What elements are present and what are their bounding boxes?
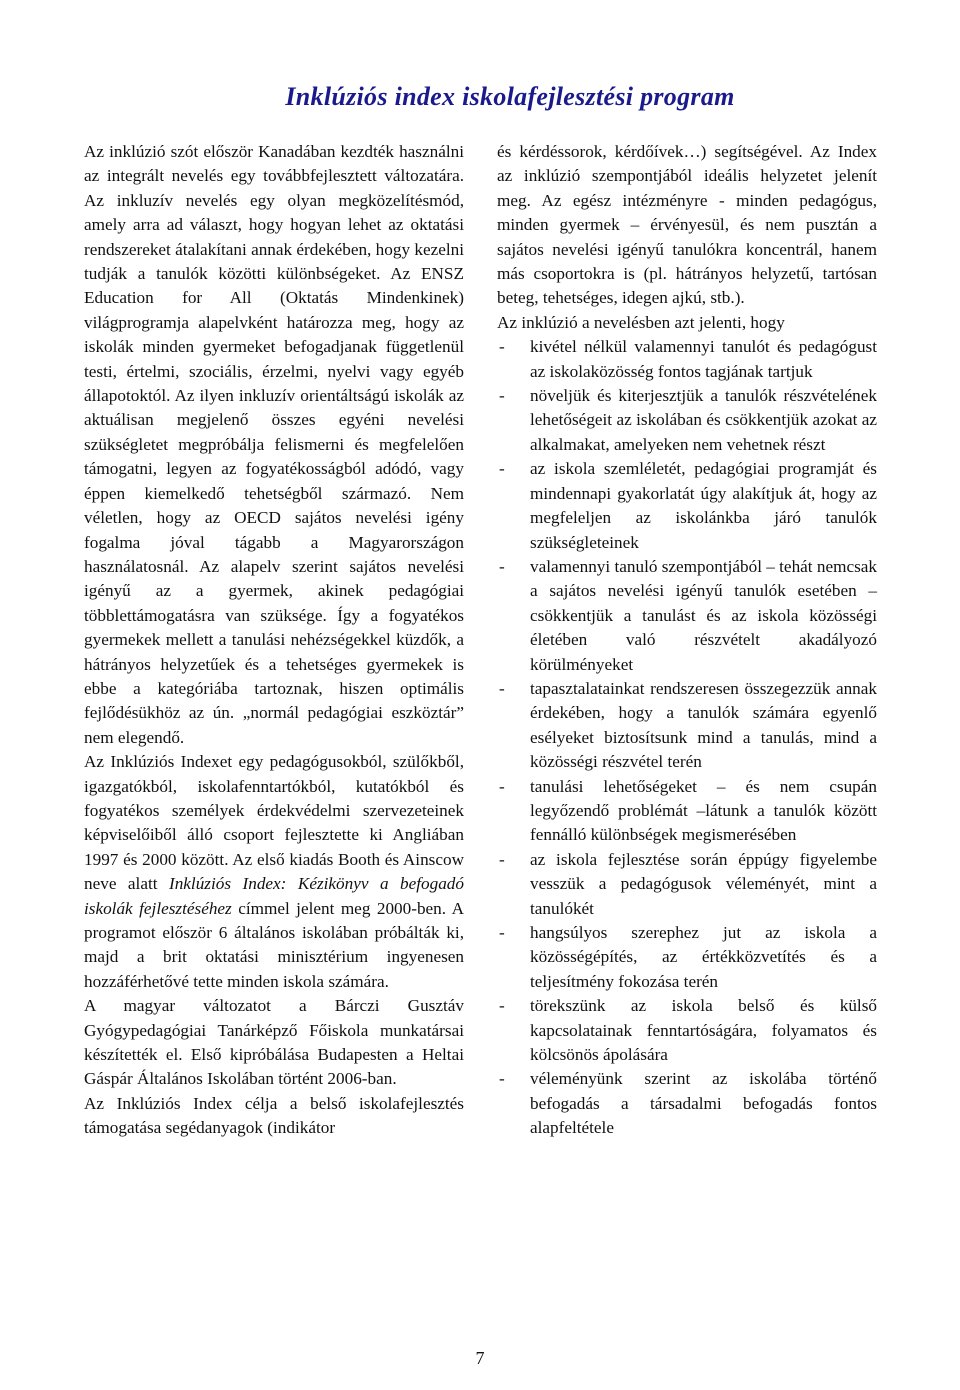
paragraph-index-origin-part2: címmel jelent meg 2000-ben. A programot először 6 általános iskolában próbálták ki, majd a brit oktatási minisztérium ingyenesen hozzáférhetővé tette minden iskola számára. (84, 898, 464, 991)
bullet-dash: - (499, 459, 505, 479)
bullet-dash: - (499, 776, 505, 796)
list-item (497, 335, 877, 384)
bullet-dash: - (499, 337, 505, 357)
list-item-text: véleményünk szerint az iskolába történő befogadás a társadalmi befogadás fontos alapfeltétele (530, 1069, 877, 1138)
paragraph-index-origin (84, 750, 464, 994)
bullet-dash: - (499, 849, 505, 869)
paragraph-index-continued: és kérdéssorok, kérdőívek…) segítségével. Az Index az inklúzió szempontjából ideális helyzetet jelenít meg. Az egész intézményre - minden pedagógus, minden gyermek – érvényesül, és nem pusztán a sajátos nevelési igényű tanulókra koncentrál, hanem más csoportokra is (pl. hátrányos helyzetű, tartósan beteg, tehetséges, idegen ajkú, stb.). (497, 142, 877, 308)
list-item (497, 677, 877, 775)
paragraph-index-goal: Az Inklúziós Index célja a belső iskolafejlesztés támogatása segédanyagok (indikátor (84, 1093, 464, 1138)
list-item (497, 775, 877, 848)
list-item-text: az iskola szemléletét, pedagógiai programját és mindennapi gyakorlatát úgy alakítjuk át, hogy az megfeleljen az iskolánkba járó tanulók szükségleteinek (530, 459, 877, 552)
bullet-dash: - (499, 1069, 505, 1089)
book-title: Inklúziós Index: Kézikönyv a befogadó iskolák fejlesztéséhez (84, 874, 464, 918)
list-item (497, 921, 877, 994)
list-item (497, 848, 877, 921)
list-item-text: az iskola fejlesztése során éppúgy figyelembe vesszük a pedagógusok véleményét, mint a tanulókét (530, 849, 877, 918)
paragraph-index-origin-part1: Az Inklúziós Indexet egy pedagógusokból, szülőkből, igazgatókból, iskolafenntartókból, kutatókból és fogyatékos személyek érdekvédelmi szervezeteinek képviselőiből álló csoport fejlesztette ki Angliában 1997 és 2000 között. Az első kiadás Booth és Ainscow neve alatt (84, 752, 464, 894)
right-column (497, 140, 877, 1141)
paragraph-hungarian-version: A magyar változatot a Bárczi Gusztáv Gyógypedagógiai Tanárképző Főiskola munkatársai készítették el. Első kipróbálása Budapesten a Heltai Gáspár Általános Iskolában történt 2006-ban. (84, 996, 464, 1089)
bullet-dash: - (499, 556, 505, 576)
bullet-dash: - (499, 996, 505, 1016)
left-column (84, 140, 464, 1141)
list-item (497, 994, 877, 1067)
list-item-text: törekszünk az iskola belső és külső kapcsolatainak fenntartóságára, folyamatos és kölcsönös ápolására (530, 996, 877, 1065)
list-item (497, 457, 877, 555)
paragraph-inclusion-intro: Az inklúzió szót először Kanadában kezdték használni az integrált nevelés egy továbbfejlesztett változatára. Az inkluzív nevelés egy olyan megközelítésmód, amely arra ad választ, hogy hogyan lehet az oktatási rendszereket átalakítani annak érdekében, hogy kezelni tudják a tanulók közötti különbségeket. Az ENSZ Education for All (Oktatás Mindenkinek) világprogramja alapelvként határozza meg, hogy az iskolák minden gyermeket befogadjanak függetlenül testi, értelmi, szociális, érzelmi, nyelvi vagy egyéb állapotoktól. Az ilyen inkluzív orientáltságú iskolák az aktuálisan megjelenő összes egyéni nevelési szükségletet megpróbálja felismerni és megfelelően támogatni, legyen az fogyatékosságból adódó, vagy éppen kiemelkedő tehetségből származó. Nem véletlen, hogy az OECD sajátos nevelési igény fogalma jóval tágabb a Magyarországon használatosnál. Az alapelv szerint sajátos nevelési igényű az a gyermek, akinek pedagógiai többlettámogatásra van szüksége. Így a fogyatékos gyermekek mellett a tanulási nehézségekkel küzdők, a hátrányos helyzetűek és a tehetséges gyermekek is ebbe a kategóriába tartoznak, hiszen optimális fejlődésükhöz az ún. „normál pedagógiai eszköztár” nem elegendő. (84, 142, 464, 747)
list-item-text: tapasztalatainkat rendszeresen összegezzük annak érdekében, hogy a tanulók számára egyenlő esélyeket biztosítsunk mind a tanulás, mind a közösségi részvétel terén (530, 678, 877, 772)
list-item-text: kivétel nélkül valamennyi tanulót és pedagógust az iskolaközösség fontos tagjának tartjuk (530, 337, 877, 381)
inclusion-principles-list (497, 335, 877, 1140)
list-item-text: növeljük és kiterjesztjük a tanulók részvételének lehetőségeit az iskolában és csökkentjük azokat az alkalmakat, amelyeken nem vehetnek részt (530, 386, 877, 454)
list-item-text: tanulási lehetőségeket – és nem csupán legyőzendő problémát –látunk a tanulók között fennálló különbségek megismerésében (530, 776, 877, 845)
bullet-dash: - (499, 923, 505, 942)
page-title: Inklúziós index iskolafejlesztési program (285, 82, 735, 111)
bullet-dash: - (499, 386, 505, 406)
page-number: 7 (475, 1348, 485, 1368)
list-item (497, 384, 877, 457)
list-item (497, 555, 877, 677)
list-item-text: hangsúlyos szerephez jut az iskola a közösségépítés, az értékközvetítés és a teljesítmény fokozása terén (530, 923, 877, 991)
bullet-dash: - (499, 678, 505, 698)
paragraph-inclusion-meaning: Az inklúzió a nevelésben azt jelenti, hogy (497, 312, 785, 332)
list-item (497, 1067, 877, 1140)
list-item-text: valamennyi tanuló szempontjából – tehát nemcsak a sajátos nevelési igényű tanulók esetében – csökkentjük a tanulást és az iskola közösségi életében való részvételt akadályozó körülményeket (530, 556, 877, 674)
